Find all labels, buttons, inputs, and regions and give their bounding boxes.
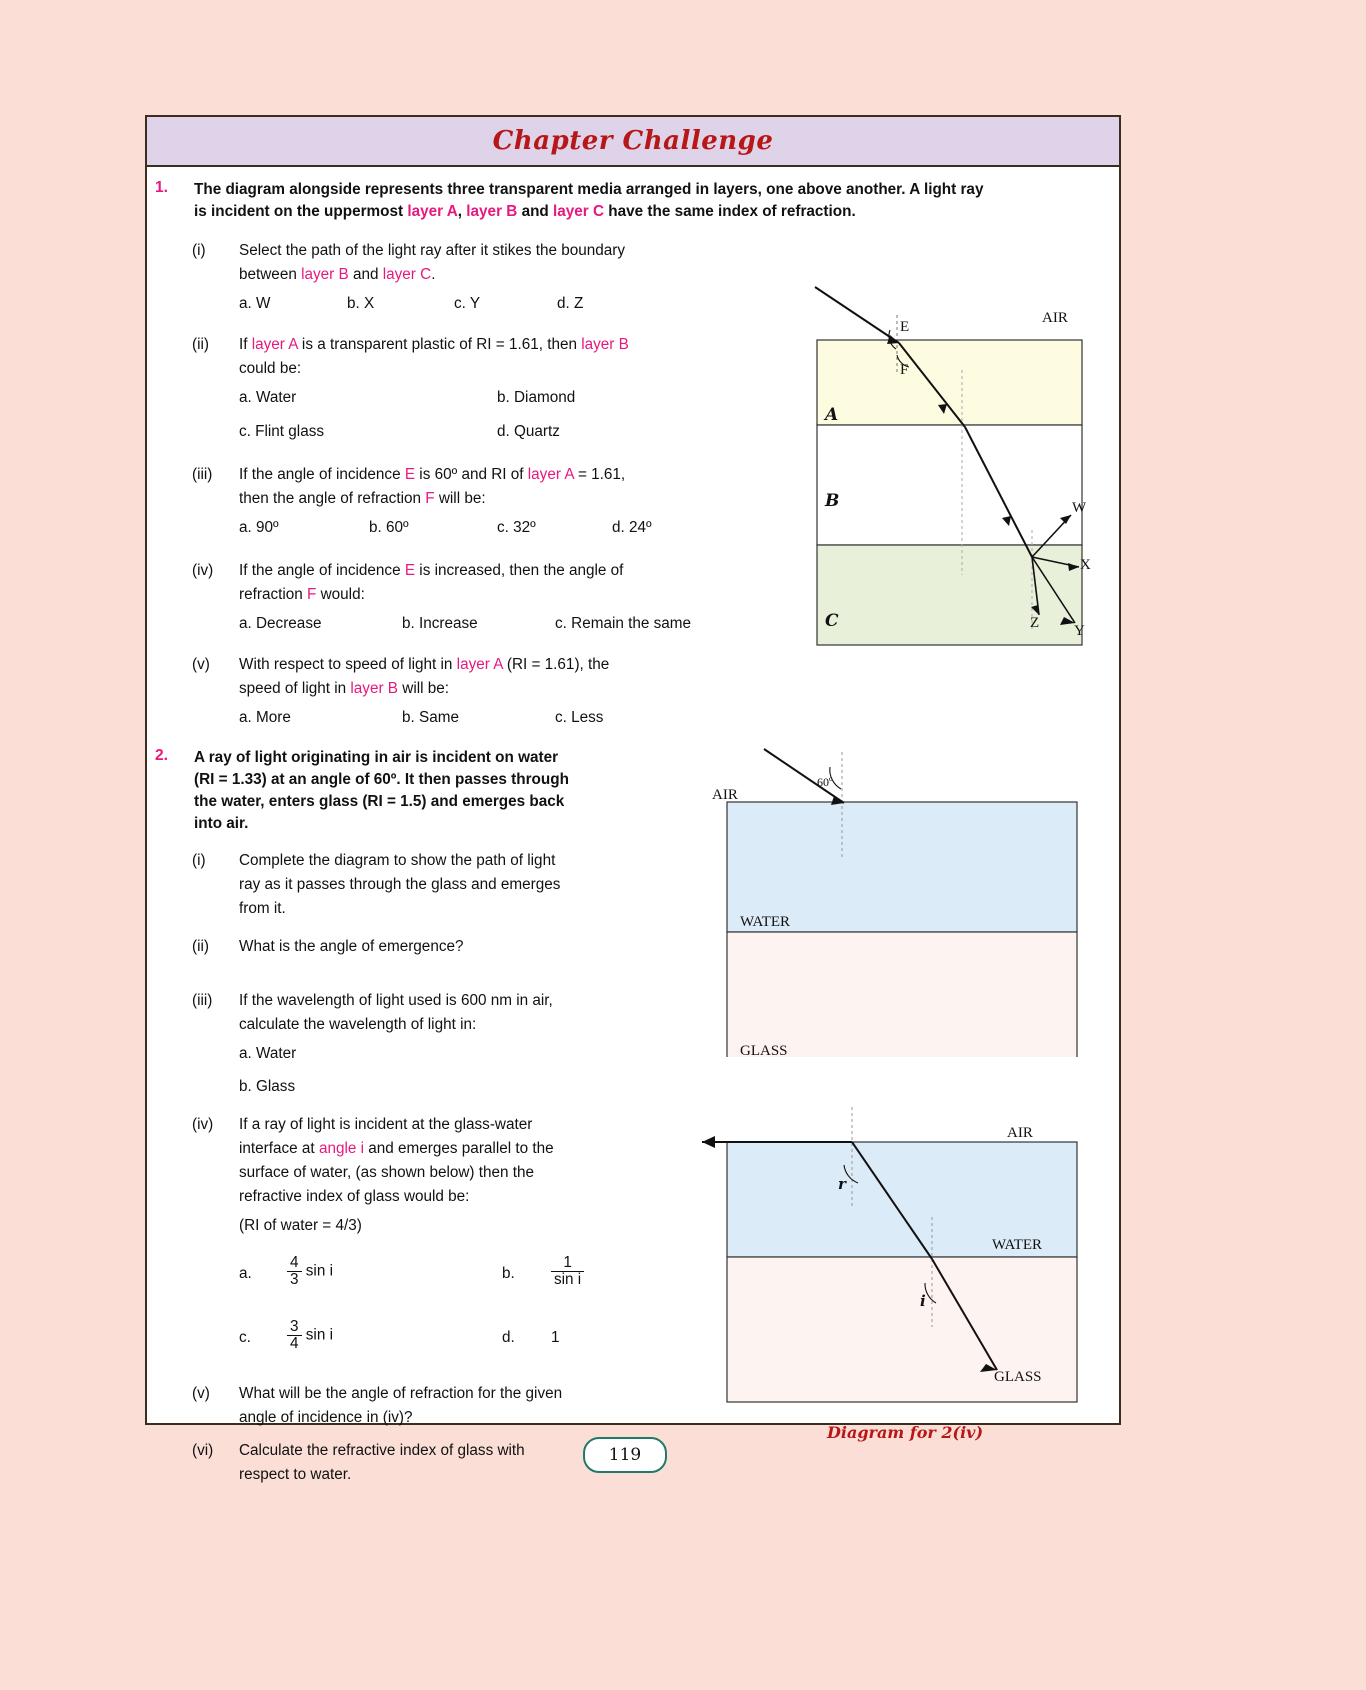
q1-i-layer-b: layer B: [301, 266, 349, 283]
q1-iv-a: If the angle of incidence: [239, 562, 405, 579]
question-2-stem: [194, 747, 674, 835]
q1-iii-option-c[interactable]: c. 32º: [497, 519, 536, 536]
figure3-label-r: r: [838, 1175, 846, 1193]
q1-iv-E: E: [404, 562, 416, 579]
page-number-text: 119: [608, 1445, 642, 1465]
figure1-label-A: A: [825, 405, 839, 425]
q2-v-l1: What will be the angle of refraction for the given: [239, 1385, 563, 1402]
q1-stem-comma: ,: [457, 203, 467, 220]
q1-v-option-c[interactable]: c. Less: [555, 709, 604, 726]
figure3-label-air: AIR: [1007, 1125, 1033, 1141]
fraction-3-4: [287, 1319, 302, 1352]
q2-i-l1: Complete the diagram to show the path of light: [239, 852, 556, 869]
q1-v-line2a: speed of light in: [239, 680, 351, 697]
q2-iv-option-c-value[interactable]: [287, 1319, 333, 1352]
q1-i-layer-c: layer C: [382, 266, 432, 283]
q1-iii-option-b[interactable]: b. 60º: [369, 519, 409, 536]
layer-c-rect: [817, 545, 1082, 645]
figure3-label-glass: GLASS: [994, 1369, 1042, 1385]
q2-stem-l3: the water, enters glass (RI = 1.5) and emerges back: [194, 793, 565, 810]
q2-item-ii-text: What is the angle of emergence?: [239, 938, 464, 955]
q2-item-v-label: (v): [192, 1385, 210, 1402]
q1-iv-c: is increased, then the angle of: [415, 562, 624, 579]
q2-iii-option-b[interactable]: b. Glass: [239, 1078, 296, 1095]
figure1-label-B: B: [825, 491, 840, 511]
q1-v-c: (RI = 1.61), the: [502, 656, 610, 673]
q1-iii-option-a[interactable]: a. 90º: [239, 519, 279, 536]
q2-iv-option-a-label[interactable]: a.: [239, 1265, 252, 1282]
figure-diagram-2iv: [692, 1087, 1112, 1457]
figure3-label-water: WATER: [992, 1237, 1042, 1253]
q2-iv-l4: refractive index of glass would be:: [239, 1188, 470, 1205]
figure1-label-E: E: [900, 319, 910, 335]
glass-rect: [727, 932, 1077, 1057]
page-number: [583, 1437, 667, 1473]
q2-vi-l2: respect to water.: [239, 1466, 352, 1483]
q2-iv-l2c: and emerges parallel to the: [364, 1140, 554, 1157]
fraction-denominator: 3: [290, 1271, 299, 1289]
q2-item-i-label: (i): [192, 852, 206, 869]
q1-iii-option-d[interactable]: d. 24º: [612, 519, 652, 536]
fraction-1-sin-i: [551, 1255, 584, 1288]
figure2-label-glass: GLASS: [740, 1043, 788, 1059]
q1-i-option-b[interactable]: b. X: [347, 295, 375, 312]
q2-iv-a-suffix: sin i: [305, 1262, 333, 1280]
q1-ii-if: If: [239, 336, 252, 353]
q2-iv-option-d-label[interactable]: d.: [502, 1329, 515, 1346]
q2-item-vi-label: (vi): [192, 1442, 214, 1459]
figure1-label-X: X: [1080, 557, 1091, 573]
q1-ii-layer-b: layer B: [581, 336, 629, 353]
q1-iv-option-a[interactable]: a. Decrease: [239, 615, 322, 632]
fraction-denominator: 4: [290, 1335, 299, 1353]
figure2-angle-60: 60º: [817, 775, 833, 789]
q1-item-v-label: (v): [192, 656, 210, 673]
q1-layer-a: layer A: [407, 203, 458, 220]
q1-i-line2a: between: [239, 266, 302, 283]
q2-i-l2: ray as it passes through the glass and emerges: [239, 876, 561, 893]
q1-iv-line2c: would:: [316, 586, 365, 603]
q2-iv-option-a-value[interactable]: [287, 1255, 333, 1288]
q2-iv-angle-i: angle i: [318, 1140, 365, 1157]
q1-i-line1: Select the path of the light ray after it stikes the boundary: [239, 242, 626, 259]
q2-iii-l2: calculate the wavelength of light in:: [239, 1016, 477, 1033]
q1-layer-c: layer C: [553, 203, 605, 220]
q1-item-ii-text: [239, 333, 819, 381]
q1-v-a: With respect to speed of light in: [239, 656, 457, 673]
q1-item-iii-label: (iii): [192, 466, 213, 483]
q2-item-v-text: [239, 1382, 739, 1430]
q1-i-option-c[interactable]: c. Y: [454, 295, 481, 312]
q2-stem-l1: A ray of light originating in air is incident on water: [194, 749, 559, 766]
figure-water-glass: [692, 727, 1112, 1057]
q1-stem-end: have the same index of refraction.: [604, 203, 856, 220]
q1-stem-and: and: [517, 203, 554, 220]
q2-iv-l3: surface of water, (as shown below) then the: [239, 1164, 535, 1181]
q1-ii-option-d[interactable]: d. Quartz: [497, 423, 560, 440]
q1-stem-line2: is incident on the uppermost: [194, 203, 408, 220]
q1-i-and: and: [348, 266, 383, 283]
q1-iii-F: F: [425, 490, 435, 507]
q1-i-option-d[interactable]: d. Z: [557, 295, 584, 312]
q2-iv-note: (RI of water = 4/3): [239, 1217, 362, 1234]
page-title: Chapter Challenge: [492, 126, 774, 156]
q1-item-iii-text: [239, 463, 839, 511]
q1-item-iv-label: (iv): [192, 562, 214, 579]
q2-iv-l2a: interface at: [239, 1140, 319, 1157]
q1-item-i-label: (i): [192, 242, 206, 259]
q1-item-v-text: [239, 653, 859, 701]
q2-iv-option-b-value[interactable]: [551, 1255, 584, 1288]
q2-stem-l2: (RI = 1.33) at an angle of 60º. It then passes through: [194, 771, 569, 788]
q1-v-option-a[interactable]: a. More: [239, 709, 291, 726]
figure3-caption: Diagram for 2(iv): [827, 1423, 984, 1442]
q2-iv-option-c-label[interactable]: c.: [239, 1329, 251, 1346]
figure1-label-F: F: [900, 362, 909, 378]
q1-ii-option-a[interactable]: a. Water: [239, 389, 297, 406]
q2-iv-l1: If a ray of light is incident at the glass-water: [239, 1116, 533, 1133]
q1-item-ii-label: (ii): [192, 336, 209, 353]
q1-iv-option-b[interactable]: b. Increase: [402, 615, 478, 632]
q2-item-ii-label: (ii): [192, 938, 209, 955]
q2-iii-option-a[interactable]: a. Water: [239, 1045, 297, 1062]
q2-iv-c-suffix: sin i: [305, 1326, 333, 1344]
figure1-label-air: AIR: [1042, 310, 1068, 326]
q1-i-period: .: [431, 266, 436, 283]
q1-iii-layer-a: layer A: [527, 466, 574, 483]
q1-item-i-text: [239, 239, 799, 287]
q1-iii-line2c: will be:: [434, 490, 486, 507]
q1-layer-b: layer B: [466, 203, 518, 220]
water-rect: [727, 802, 1077, 932]
q1-iii-e: = 1.61,: [573, 466, 626, 483]
figure1-label-W: W: [1072, 500, 1087, 516]
question-1-stem: [194, 179, 1124, 223]
q1-stem-line1: The diagram alongside represents three transparent media arranged in layers, one above another. A light ray: [194, 181, 984, 198]
figure1-label-Z: Z: [1030, 615, 1040, 631]
q2-item-iv-text: [239, 1113, 739, 1209]
q2-iv-option-b-label[interactable]: b.: [502, 1265, 515, 1282]
q1-ii-option-c[interactable]: c. Flint glass: [239, 423, 325, 440]
layer-a-rect: [817, 340, 1082, 425]
figure2-label-air: AIR: [712, 787, 738, 803]
figure1-label-Y: Y: [1074, 623, 1085, 639]
q1-iv-F: F: [307, 586, 317, 603]
figure-three-layers: [787, 275, 1107, 705]
q1-v-layer-a: layer A: [456, 656, 503, 673]
q1-iii-c: is 60º and RI of: [415, 466, 528, 483]
question-1-number: 1.: [155, 179, 168, 196]
figure3-label-i: i: [920, 1292, 926, 1310]
q1-iv-line2a: refraction: [239, 586, 308, 603]
fraction-numerator: 4: [287, 1255, 302, 1272]
q2-stem-l4: into air.: [194, 815, 249, 832]
q1-iii-a: If the angle of incidence: [239, 466, 405, 483]
q2-v-l2: angle of incidence in (iv)?: [239, 1409, 413, 1426]
q1-ii-layer-a: layer A: [251, 336, 298, 353]
q2-item-iii-text: [239, 989, 739, 1037]
q1-iii-E: E: [404, 466, 416, 483]
q1-v-layer-b: layer B: [350, 680, 399, 697]
q2-vi-l1: Calculate the refractive index of glass with: [239, 1442, 525, 1459]
fraction-denominator: sin i: [554, 1271, 582, 1289]
fraction-numerator: 3: [287, 1319, 302, 1336]
q2-item-i-text: [239, 849, 739, 921]
q1-ii-line2: could be:: [239, 360, 302, 377]
question-2-number: 2.: [155, 747, 168, 764]
q1-ii-mid: is a transparent plastic of RI = 1.61, then: [297, 336, 582, 353]
q1-i-option-a[interactable]: a. W: [239, 295, 271, 312]
q1-item-iv-text: [239, 559, 839, 607]
figure2-label-water: WATER: [740, 914, 790, 930]
fraction-4-3: [287, 1255, 302, 1288]
q2-i-l3: from it.: [239, 900, 286, 917]
fraction-numerator: 1: [551, 1255, 584, 1272]
q2-iii-l1: If the wavelength of light used is 600 nm in air,: [239, 992, 553, 1009]
q1-v-option-b[interactable]: b. Same: [402, 709, 459, 726]
layer-b-rect: [817, 425, 1082, 545]
figure1-label-C: C: [825, 611, 839, 631]
q1-iii-line2a: then the angle of refraction: [239, 490, 426, 507]
q1-ii-option-b[interactable]: b. Diamond: [497, 389, 576, 406]
q1-iv-option-c[interactable]: c. Remain the same: [555, 615, 692, 632]
q1-v-line2c: will be:: [398, 680, 450, 697]
chapter-header: [147, 117, 1119, 167]
q2-item-iv-label: (iv): [192, 1116, 214, 1133]
q2-iv-option-d-value[interactable]: 1: [551, 1329, 560, 1346]
q2-item-iii-label: (iii): [192, 992, 213, 1009]
